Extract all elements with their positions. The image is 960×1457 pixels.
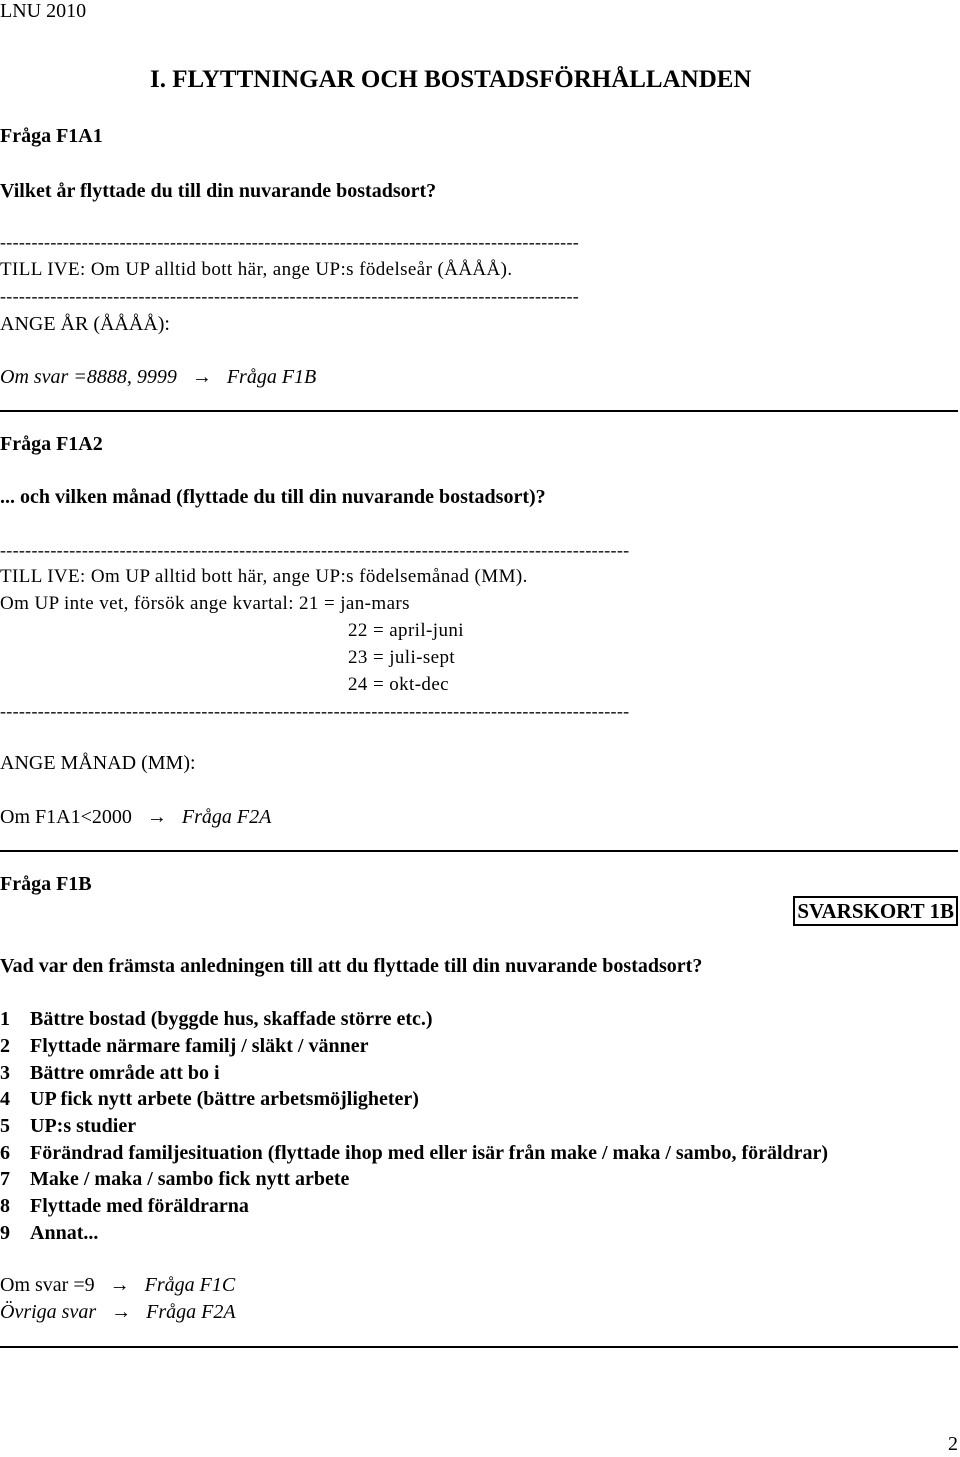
answer-label-year: ANGE ÅR (ÅÅÅÅ): xyxy=(0,313,170,335)
list-item: 6 Förändrad familjesituation (flyttade ihop med eller isär från make / maka / sambo, föräldrar) xyxy=(0,1142,829,1164)
arrow-right-icon: → xyxy=(111,1301,132,1323)
list-item: 3 Bättre område att bo i xyxy=(0,1062,220,1084)
arrow-right-icon: → xyxy=(109,1274,130,1296)
dashed-separator: ---------------------------------------------------------------------------------------------------- xyxy=(0,701,630,721)
question-id-f1a2: Fråga F1A2 xyxy=(0,433,103,455)
dashed-separator: -------------------------------------------------------------------------------------------- xyxy=(0,286,580,306)
interviewer-instruction-quarters: Om UP inte vet, försök ange kvartal: 21 = jan-mars xyxy=(0,593,410,614)
skip-condition: Om F1A1<2000 xyxy=(0,806,132,828)
skip-instruction-f1a2 xyxy=(0,806,271,829)
list-item: 4 UP fick nytt arbete (bättre arbetsmöjligheter) xyxy=(0,1088,419,1110)
quarter-option: 24 = okt-dec xyxy=(348,674,449,695)
skip-target: Fråga F2A xyxy=(146,1301,236,1323)
answer-label-month: ANGE MÅNAD (MM): xyxy=(0,752,196,774)
section-divider xyxy=(0,850,958,852)
list-item: 5 UP:s studier xyxy=(0,1115,137,1137)
answer-card-badge: SVARSKORT 1B xyxy=(793,896,958,926)
arrow-right-icon: → xyxy=(191,366,212,388)
question-id-f1b: Fråga F1B xyxy=(0,873,92,895)
skip-instruction-f1b-2 xyxy=(0,1301,236,1324)
interviewer-instruction-f1a1: TILL IVE: Om UP alltid bott här, ange UP:s födelseår (ÅÅÅÅ). xyxy=(0,259,513,280)
page-number: 2 xyxy=(948,1433,958,1455)
dashed-separator: ---------------------------------------------------------------------------------------------------- xyxy=(0,540,630,560)
question-id-f1a1: Fråga F1A1 xyxy=(0,125,103,147)
skip-condition: Om svar =9 xyxy=(0,1274,95,1296)
question-text-f1a2: ... och vilken månad (flyttade du till din nuvarande bostadsort)? xyxy=(0,486,546,508)
list-item: 7 Make / maka / sambo fick nytt arbete xyxy=(0,1168,350,1190)
skip-target: Fråga F1B xyxy=(226,366,317,388)
question-text-f1a1: Vilket år flyttade du till din nuvarande bostadsort? xyxy=(0,180,437,202)
quarter-option: 22 = april-juni xyxy=(348,620,464,641)
skip-target: Fråga F1C xyxy=(144,1274,236,1296)
skip-instruction-f1a1 xyxy=(0,366,316,389)
quarter-option: 23 = juli-sept xyxy=(348,647,456,668)
list-item: 8 Flyttade med föräldrarna xyxy=(0,1195,249,1217)
section-divider xyxy=(0,410,958,412)
list-item: 9 Annat... xyxy=(0,1222,99,1244)
question-text-f1b: Vad var den främsta anledningen till att du flyttade till din nuvarande bostadsort? xyxy=(0,955,703,977)
skip-target: Fråga F2A xyxy=(181,806,272,828)
section-divider xyxy=(0,1346,958,1348)
skip-condition: Om svar =8888, 9999 xyxy=(0,366,177,388)
arrow-right-icon: → xyxy=(146,806,167,828)
skip-condition: Övriga svar xyxy=(0,1301,97,1323)
interviewer-instruction-f1a2: TILL IVE: Om UP alltid bott här, ange UP:s födelsemånad (MM). xyxy=(0,566,528,587)
list-item: 1 Bättre bostad (byggde hus, skaffade större etc.) xyxy=(0,1008,433,1030)
section-title: I. FLYTTNINGAR OCH BOSTADSFÖRHÅLLANDEN xyxy=(150,66,752,93)
list-item: 2 Flyttade närmare familj / släkt / vänner xyxy=(0,1035,369,1057)
dashed-separator: -------------------------------------------------------------------------------------------- xyxy=(0,232,580,252)
skip-instruction-f1b-1 xyxy=(0,1274,235,1297)
document-label: LNU 2010 xyxy=(0,0,87,22)
